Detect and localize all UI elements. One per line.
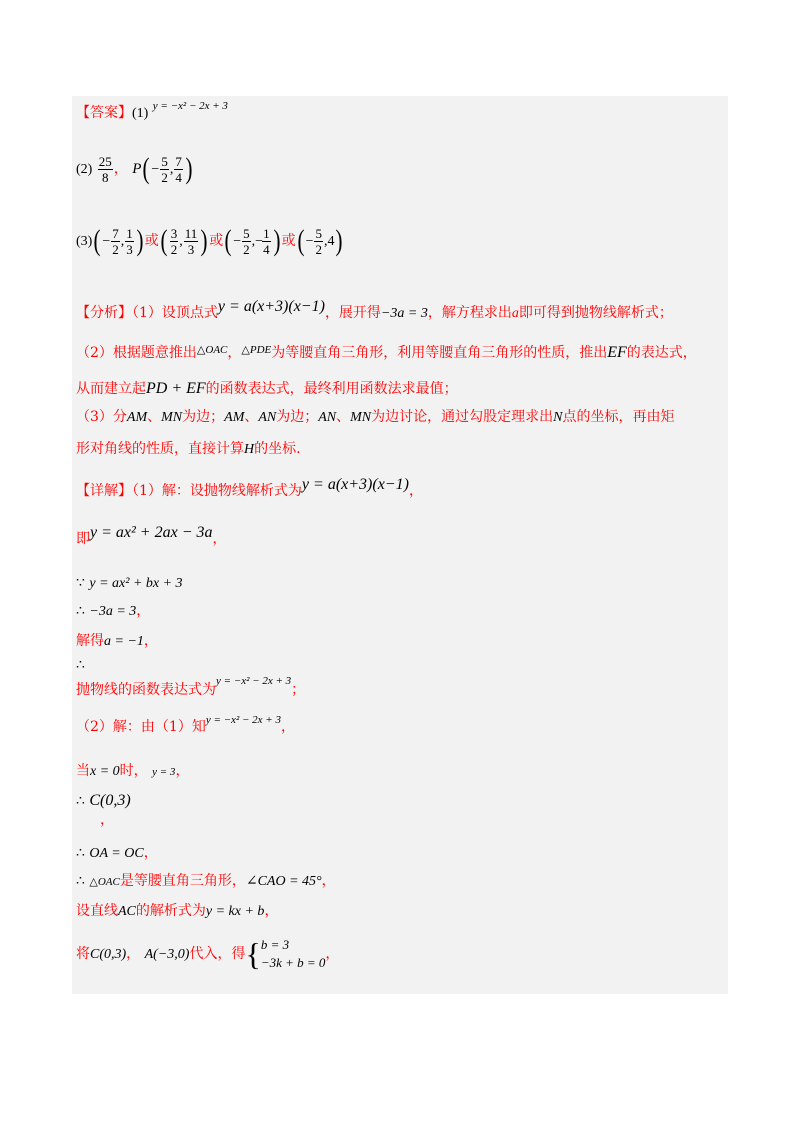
- answer-part2-number: (2): [76, 162, 93, 177]
- detail-line-8: 当x = 0时， y = 3，: [76, 763, 190, 779]
- or-word-2: 或: [209, 233, 224, 249]
- answer-line-1: [76, 100, 228, 123]
- answer-part2-fraction: $\frac{25}{8}$: [98, 153, 112, 185]
- detail-line-11: ∴ △OAC是等腰直角三角形，∠CAO = 45°，: [76, 873, 336, 889]
- analysis-line-1: 【分析】（1）设顶点式y = a(x+3)(x−1)，展开得−3a = 3，解方程求出a即可得到抛物线解析式；: [76, 298, 673, 321]
- detail-line-9: ∴ C(0,3) ，: [76, 792, 131, 828]
- answer-label: 【答案】: [76, 105, 132, 121]
- detail-line-12: 设直线AC的解析式为y = kx + b，: [76, 903, 279, 919]
- answer-part2-separator: ，: [113, 161, 128, 177]
- answer-part1-number: (1): [132, 106, 149, 121]
- analysis-line-3: 从而建立起PD + EF的函数表达式，最终利用函数法求最值；: [76, 380, 458, 397]
- analysis-line-5: 形对角线的性质，直接计算H的坐标.: [76, 441, 301, 457]
- detail-line-7: （2）解：由（1）知$^{y = -x^2 - 2x + 3}$，: [76, 714, 295, 735]
- analysis-expanded-equation: −3a = 3: [380, 306, 428, 321]
- answer-part2-point-label: P: [132, 161, 142, 177]
- answer-line-2: (2) $\frac{25}{8}$ ， P( − $\frac{5}{2}$ , $\frac{7}{4}$ ): [76, 152, 193, 185]
- answer-part1-expression: y = −x² − 2x + 3: [152, 100, 228, 112]
- analysis-label: 【分析】: [76, 305, 132, 321]
- analysis-vertex-form: y = a(x+3)(x−1): [217, 298, 325, 315]
- detail-line-3: ∵ y = ax² + bx + 3: [76, 576, 183, 591]
- detail-line-13: 将C(0,3)， A(−3,0)代入，得{ b = 3 −3k + b = 0 ，: [76, 936, 340, 972]
- detail-label: 【详解】: [76, 483, 132, 499]
- detail-line-4: ∴ −3a = 3，: [76, 603, 151, 619]
- detail-line-2: 即y = ax² + 2ax − 3a，: [76, 524, 227, 547]
- analysis-line-2: （2）根据题意推出$^{\triangle OAC}$，$^{\triangle PDE}$为等腰直角三角形，利用等腰直角三角形的性质，推出EF的表达式，: [76, 344, 697, 361]
- or-word-3: 或: [281, 233, 296, 249]
- detail-line-10: ∴ OA = OC，: [76, 845, 158, 861]
- detail-line-6: ∴ 抛物线的函数表达式为$^{y = -x^2 - 2x + 3}$；: [76, 658, 306, 698]
- or-word-1: 或: [144, 233, 159, 249]
- point-c: C(0,3): [89, 792, 131, 809]
- detail-line-5: 解得a = −1，: [76, 633, 158, 649]
- answer-part3-number: (3): [76, 234, 93, 249]
- answer-line-3: (3)( − $\frac{7}{2}$ , $\frac{1}{3}$ ) 或( $\frac{3}{2}$ , $\frac{11}{3}$ ) 或( − $\frac{5}{2}$ ,− $\frac{1}{4}$ ) 或( − $\frac{5}{2}$ ,4): [76, 224, 343, 257]
- detail-line-1: 【详解】（1）解：设抛物线解析式为y = a(x+3)(x−1)，: [76, 476, 423, 499]
- equation-system: b = 3 −3k + b = 0: [260, 937, 326, 970]
- analysis-line-4: （3）分AM、MN为边；AM、AN为边；AN、MN为边讨论，通过勾股定理求出N点的坐标，再由矩: [76, 409, 675, 425]
